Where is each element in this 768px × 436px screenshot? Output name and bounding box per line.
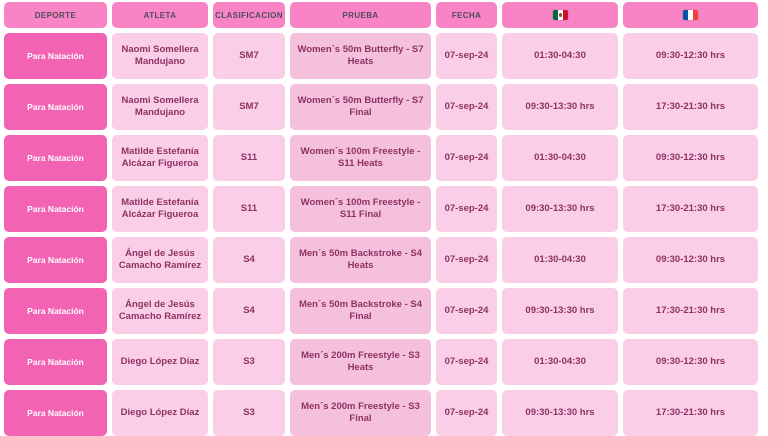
prueba-cell: Men´s 50m Backstroke - S4 Final bbox=[290, 288, 431, 334]
fecha-cell: 07-sep-24 bbox=[436, 390, 497, 436]
france-flag-icon bbox=[683, 10, 698, 20]
atleta-cell: Matilde Estefanía Alcázar Figueroa bbox=[112, 135, 208, 181]
clasificacion-cell: S11 bbox=[213, 135, 285, 181]
mexico-time-cell: 01:30-04:30 bbox=[502, 135, 618, 181]
fecha-cell: 07-sep-24 bbox=[436, 135, 497, 181]
prueba-cell: Men´s 200m Freestyle - S3 Heats bbox=[290, 339, 431, 385]
clasificacion-cell: SM7 bbox=[213, 33, 285, 79]
clasificacion-cell: S4 bbox=[213, 237, 285, 283]
prueba-cell: Women´s 50m Butterfly - S7 Heats bbox=[290, 33, 431, 79]
column-header-mexico-time bbox=[502, 2, 618, 28]
france-time-cell: 09:30-12:30 hrs bbox=[623, 339, 758, 385]
atleta-cell: Ángel de Jesús Camacho Ramírez bbox=[112, 288, 208, 334]
deporte-cell: Para Natación bbox=[4, 33, 107, 79]
deporte-cell: Para Natación bbox=[4, 390, 107, 436]
fecha-cell: 07-sep-24 bbox=[436, 84, 497, 130]
atleta-cell: Naomi Somellera Mandujano bbox=[112, 84, 208, 130]
mexico-flag-icon bbox=[553, 10, 568, 20]
prueba-cell: Men´s 200m Freestyle - S3 Final bbox=[290, 390, 431, 436]
france-time-cell: 09:30-12:30 hrs bbox=[623, 135, 758, 181]
fecha-cell: 07-sep-24 bbox=[436, 237, 497, 283]
column-header-fecha: FECHA bbox=[436, 2, 497, 28]
mexico-time-cell: 09:30-13:30 hrs bbox=[502, 288, 618, 334]
prueba-cell: Women´s 100m Freestyle - S11 Heats bbox=[290, 135, 431, 181]
prueba-cell: Women´s 100m Freestyle - S11 Final bbox=[290, 186, 431, 232]
atleta-cell: Ángel de Jesús Camacho Ramírez bbox=[112, 237, 208, 283]
clasificacion-cell: S11 bbox=[213, 186, 285, 232]
deporte-cell: Para Natación bbox=[4, 84, 107, 130]
mexico-time-cell: 01:30-04:30 bbox=[502, 339, 618, 385]
deporte-cell: Para Natación bbox=[4, 288, 107, 334]
france-time-cell: 09:30-12:30 hrs bbox=[623, 33, 758, 79]
column-header-deporte: DEPORTE bbox=[4, 2, 107, 28]
france-time-cell: 09:30-12:30 hrs bbox=[623, 237, 758, 283]
france-time-cell: 17:30-21:30 hrs bbox=[623, 186, 758, 232]
column-header-prueba: PRUEBA bbox=[290, 2, 431, 28]
clasificacion-cell: SM7 bbox=[213, 84, 285, 130]
clasificacion-cell: S4 bbox=[213, 288, 285, 334]
prueba-cell: Men´s 50m Backstroke - S4 Heats bbox=[290, 237, 431, 283]
clasificacion-cell: S3 bbox=[213, 339, 285, 385]
deporte-cell: Para Natación bbox=[4, 186, 107, 232]
mexico-time-cell: 09:30-13:30 hrs bbox=[502, 186, 618, 232]
france-time-cell: 17:30-21:30 hrs bbox=[623, 390, 758, 436]
atleta-cell: Diego López Díaz bbox=[112, 390, 208, 436]
fecha-cell: 07-sep-24 bbox=[436, 288, 497, 334]
column-header-france-time bbox=[623, 2, 758, 28]
clasificacion-cell: S3 bbox=[213, 390, 285, 436]
fecha-cell: 07-sep-24 bbox=[436, 186, 497, 232]
deporte-cell: Para Natación bbox=[4, 135, 107, 181]
fecha-cell: 07-sep-24 bbox=[436, 339, 497, 385]
column-header-atleta: ATLETA bbox=[112, 2, 208, 28]
france-time-cell: 17:30-21:30 hrs bbox=[623, 288, 758, 334]
mexico-time-cell: 09:30-13:30 hrs bbox=[502, 390, 618, 436]
atleta-cell: Diego López Díaz bbox=[112, 339, 208, 385]
mexico-time-cell: 09:30-13:30 hrs bbox=[502, 84, 618, 130]
mexico-time-cell: 01:30-04:30 bbox=[502, 33, 618, 79]
atleta-cell: Matilde Estefanía Alcázar Figueroa bbox=[112, 186, 208, 232]
prueba-cell: Women´s 50m Butterfly - S7 Final bbox=[290, 84, 431, 130]
deporte-cell: Para Natación bbox=[4, 339, 107, 385]
column-header-clasificacion: CLASIFICACION bbox=[213, 2, 285, 28]
deporte-cell: Para Natación bbox=[4, 237, 107, 283]
fecha-cell: 07-sep-24 bbox=[436, 33, 497, 79]
mexico-time-cell: 01:30-04:30 bbox=[502, 237, 618, 283]
france-time-cell: 17:30-21:30 hrs bbox=[623, 84, 758, 130]
atleta-cell: Naomi Somellera Mandujano bbox=[112, 33, 208, 79]
